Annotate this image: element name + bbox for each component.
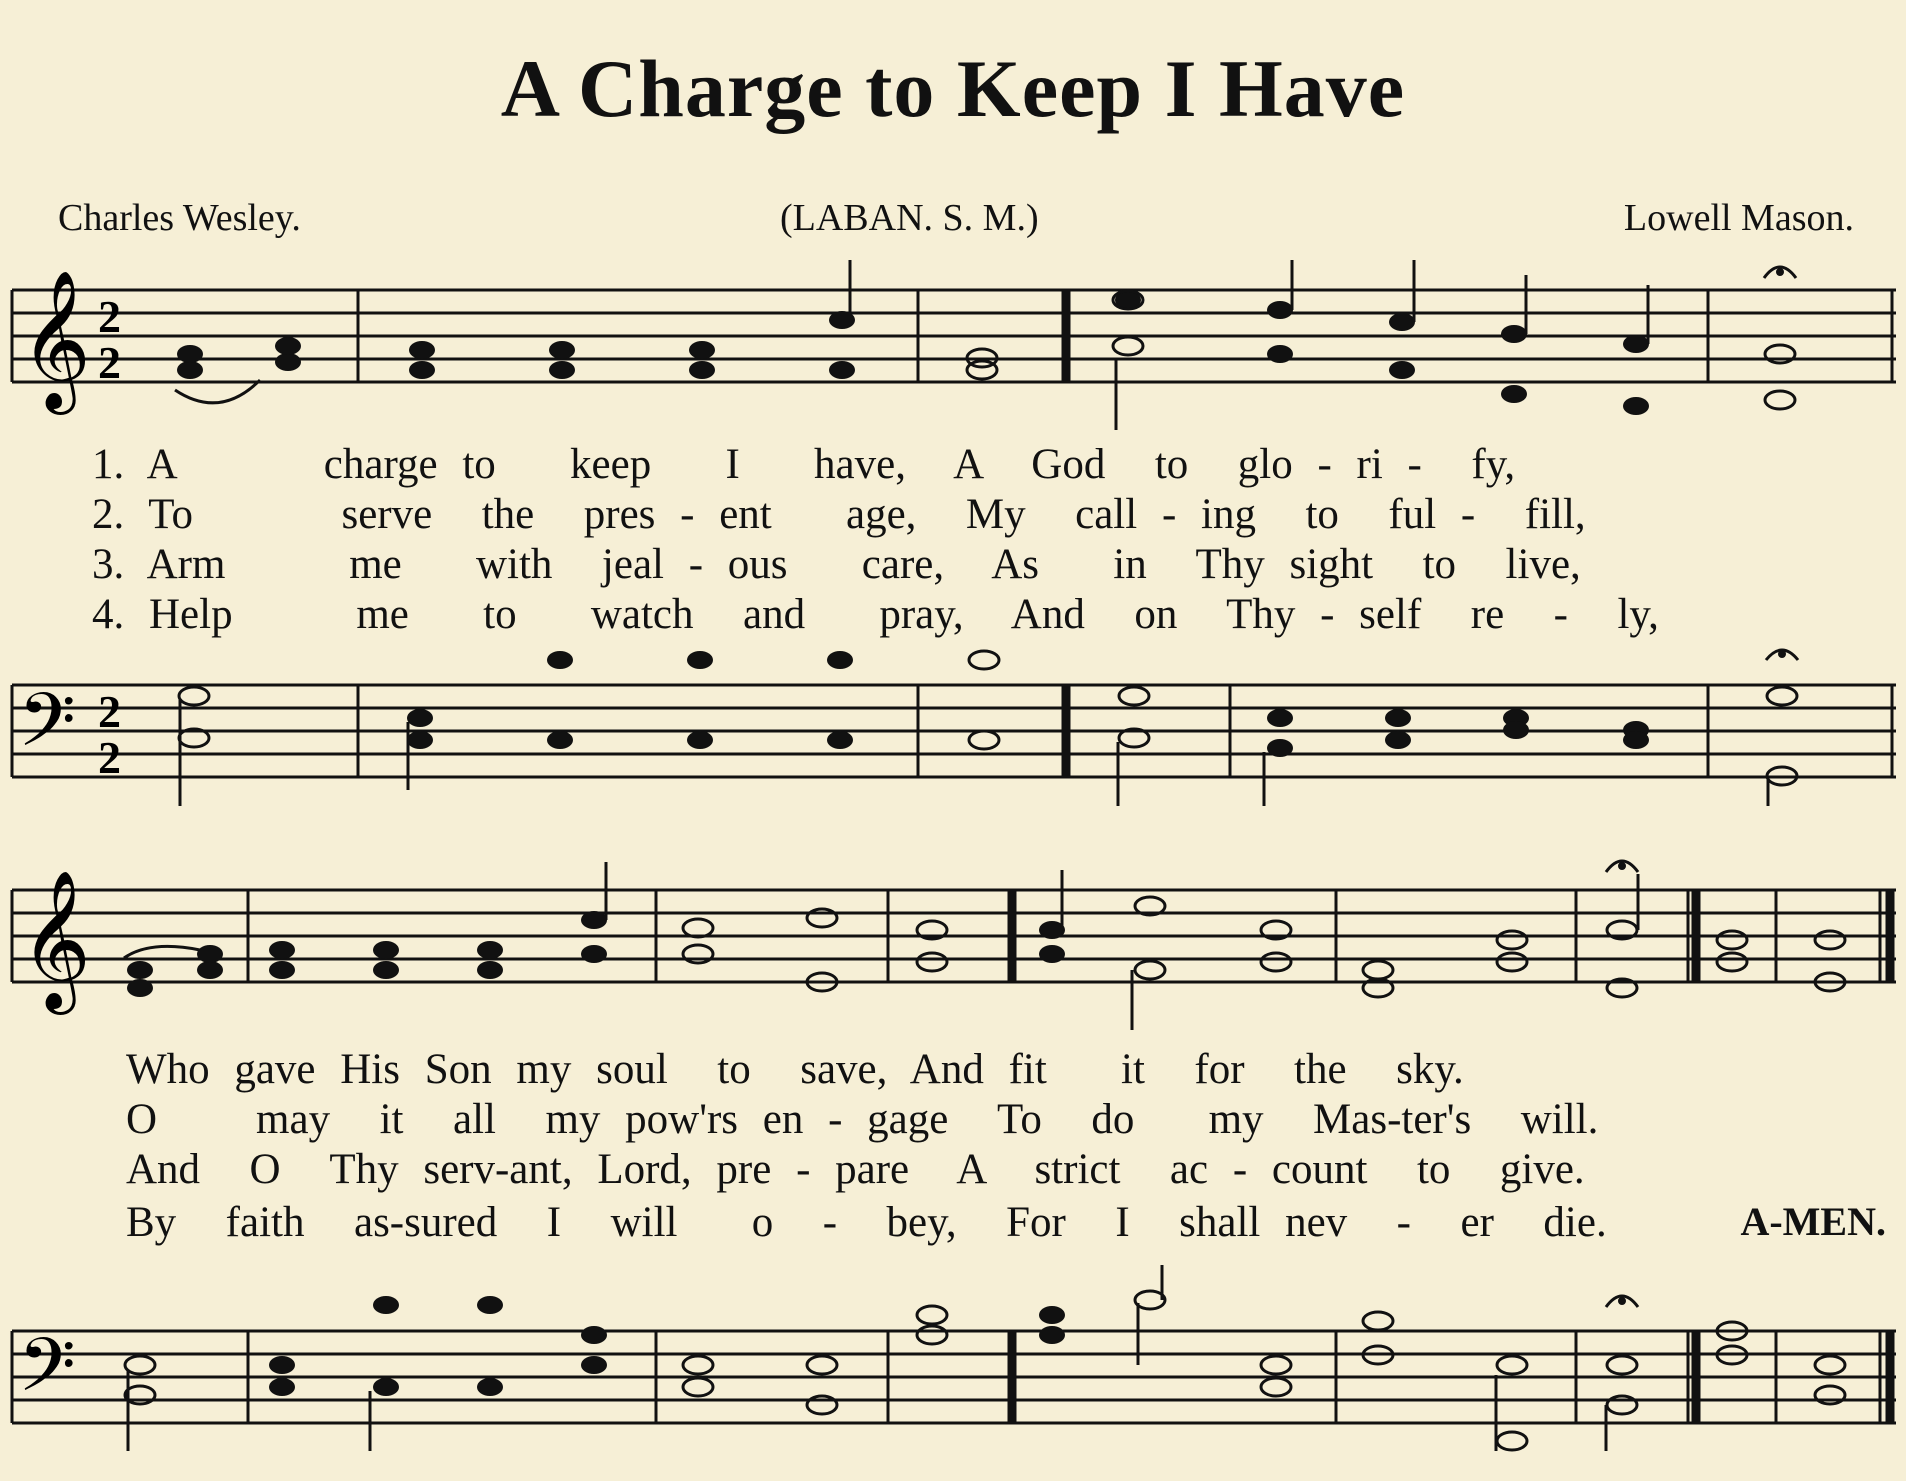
treble-staff-system-1 [0, 250, 1906, 440]
bass-clef-icon: 𝄢 [18, 677, 76, 782]
verse-1-line-a: 1. A charge to keep I have, A God to glo - ri - fy, [92, 441, 1516, 488]
composer-credit: Lowell Mason. [1623, 197, 1854, 239]
tune-meter: (LABAN. S. M.) [780, 197, 1039, 239]
bass-clef-icon-2: 𝄢 [18, 1322, 76, 1427]
svg-text:2: 2 [98, 686, 121, 737]
verse-3-line-a: 3. Arm me with jeal - ous care, As in Thy sight to live, [92, 541, 1581, 588]
verse-4-line-a: 4. Help me to watch and pray, And on Thy - self re - ly, [92, 591, 1659, 638]
verse-1-line-b: Who gave His Son my soul to save, And fit it for the sky. [126, 1046, 1464, 1093]
bass-staff-system-2 [0, 1255, 1906, 1455]
verse-4-line-b: By faith as-sured I will o - bey, For I shall nev - er die. [126, 1199, 1607, 1246]
treble-clef-icon-2: 𝄞 [20, 870, 91, 1009]
treble-clef-icon: 𝄞 [20, 270, 91, 409]
verse-2-line-b: O may it all my pow'rs en - gage To do my Mas-ter's will. [126, 1096, 1599, 1143]
svg-text:2: 2 [98, 732, 121, 783]
verse-3-line-b: And O Thy serv-ant, Lord, pre - pare A strict ac - count to give. [126, 1146, 1585, 1193]
hymn-title: A Charge to Keep I Have [500, 43, 1406, 134]
verse-2-line-a: 2. To serve the pres - ent age, My call - ing to ful - fill, [92, 491, 1586, 538]
author-credit: Charles Wesley. [58, 197, 301, 239]
treble-staff-system-2 [0, 850, 1906, 1050]
notes-group [177, 291, 1649, 415]
time-signature-bottom: 2 [98, 337, 121, 388]
amen-label: A-MEN. [1740, 1199, 1886, 1244]
time-signature-top: 2 [98, 291, 121, 342]
bass-staff-system-1 [0, 630, 1906, 810]
